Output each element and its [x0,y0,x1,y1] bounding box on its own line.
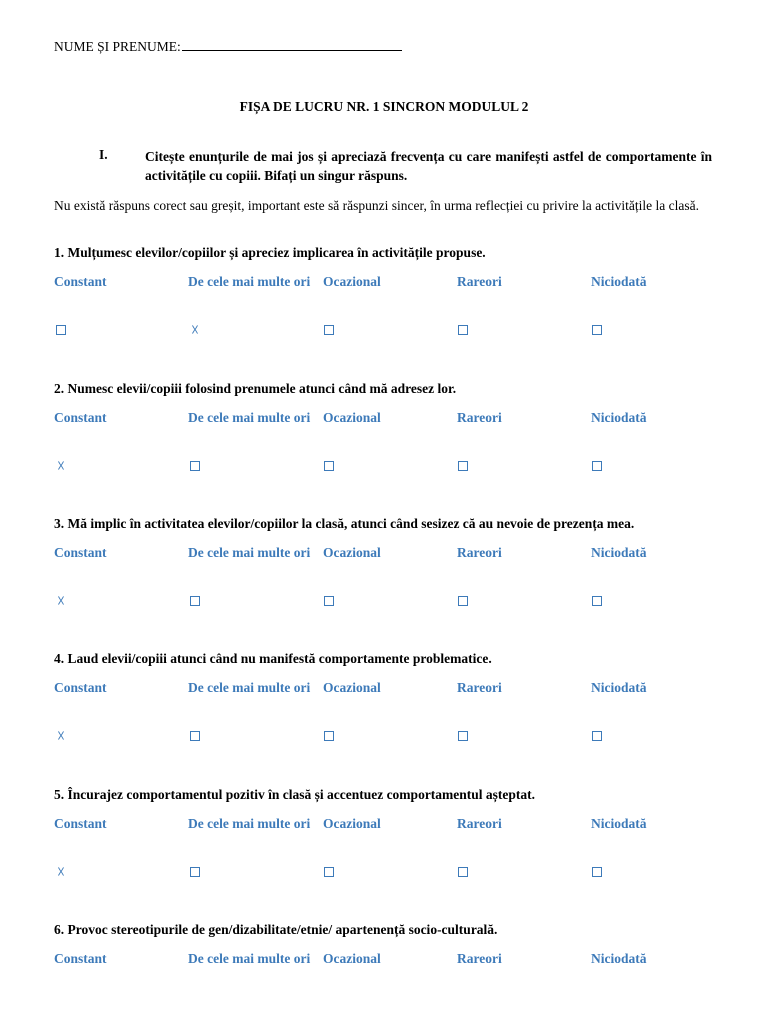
question-text: 1. Mulțumesc elevilor/copiilor și apreciez implicarea în activitățile propuse. [54,245,486,260]
checkbox[interactable] [190,867,200,877]
checkbox[interactable] [324,325,334,335]
option-label: Ocazional [323,410,381,425]
option-label: Rareori [457,816,502,831]
checked-checkbox[interactable]: ☓ [57,863,65,881]
checkbox[interactable] [592,461,602,471]
option-label: Ocazional [323,545,381,560]
question-text: 2. Numesc elevii/copiii folosind prenumele atunci când mă adresez lor. [54,381,457,396]
option-label: Ocazional [323,680,381,695]
question-text: 6. Provoc stereotipurile de gen/dizabilitate/etnie/ apartenență socio-culturală. [54,922,498,937]
checked-checkbox[interactable]: ☓ [57,727,65,745]
option-label: De cele mai multe ori [188,274,311,289]
checkbox[interactable] [56,325,66,335]
section-instruction: Citește enunțurile de mai jos și apreciază frecvența cu care manifești astfel de comportamente în activitățile cu copiii. Bifați un singur răspuns. [145,149,712,183]
option-label: Constant [54,816,107,831]
checkbox[interactable] [458,731,468,741]
checkbox[interactable] [324,461,334,471]
option-label: Rareori [457,410,502,425]
checkbox[interactable] [592,596,602,606]
page-title: FIȘA DE LUCRU NR. 1 SINCRON MODULUL 2 [239,99,529,114]
option-label: Constant [54,680,107,695]
checkbox[interactable] [324,596,334,606]
name-field[interactable] [54,38,402,55]
option-label: Rareori [457,545,502,560]
section-number: I. [99,147,108,162]
option-label: Niciodată [591,545,647,560]
checkbox[interactable] [592,731,602,741]
option-label: De cele mai multe ori [188,816,311,831]
question-text: 4. Laud elevii/copiii atunci când nu manifestă comportamente problematice. [54,651,492,666]
option-label: De cele mai multe ori [188,410,311,425]
checkbox[interactable] [190,596,200,606]
checkbox[interactable] [458,867,468,877]
checkbox[interactable] [458,461,468,471]
name-label: NUME ȘI PRENUME: [54,39,181,54]
option-label: Niciodată [591,410,647,425]
option-label: De cele mai multe ori [188,680,311,695]
checkbox[interactable] [324,867,334,877]
checkbox[interactable] [592,325,602,335]
option-label: Constant [54,410,107,425]
checkbox[interactable] [458,325,468,335]
checkbox[interactable] [190,461,200,471]
option-label: De cele mai multe ori [188,951,311,966]
option-label: Rareori [457,680,502,695]
option-label: Niciodată [591,951,647,966]
option-label: Niciodată [591,816,647,831]
checked-checkbox[interactable]: ☓ [57,457,65,475]
name-blank-line[interactable] [182,38,402,51]
checkbox[interactable] [324,731,334,741]
question-text: 3. Mă implic în activitatea elevilor/copiilor la clasă, atunci când sesizez că au nevoie de prezența mea. [54,516,635,531]
option-label: Constant [54,274,107,289]
option-label: Constant [54,951,107,966]
checkbox[interactable] [190,731,200,741]
checkbox[interactable] [592,867,602,877]
checkbox[interactable] [458,596,468,606]
checked-checkbox[interactable]: ☓ [57,592,65,610]
option-label: Ocazional [323,816,381,831]
option-label: Ocazional [323,274,381,289]
option-label: Niciodată [591,274,647,289]
option-label: Rareori [457,951,502,966]
option-label: Ocazional [323,951,381,966]
option-label: Niciodată [591,680,647,695]
option-label: De cele mai multe ori [188,545,311,560]
intro-text: Nu există răspuns corect sau greșit, important este să răspunzi sincer, în urma reflecției cu privire la activitățile la clasă. [54,198,699,213]
question-text: 5. Încurajez comportamentul pozitiv în clasă și accentuez comportamentul așteptat. [54,787,536,802]
checked-checkbox[interactable]: ☓ [191,321,199,339]
option-label: Rareori [457,274,502,289]
option-label: Constant [54,545,107,560]
